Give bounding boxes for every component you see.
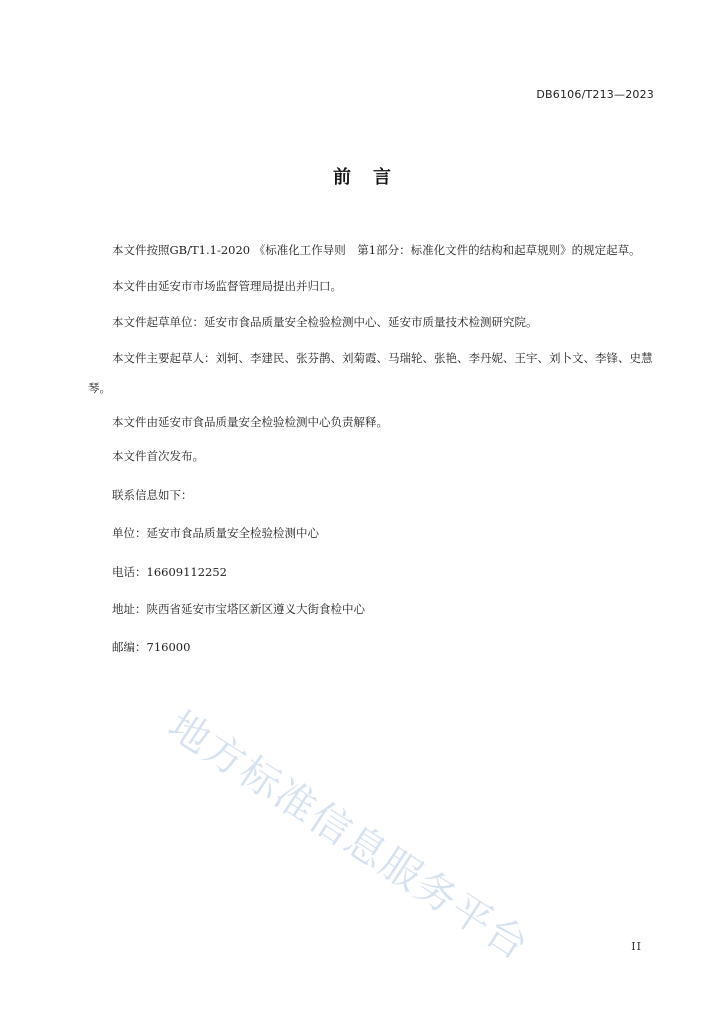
contact-postcode: 邮编：716000	[112, 640, 191, 654]
paragraph-drafting-units: 本文件起草单位：延安市食品质量安全检验检测中心、延安市质量技术检测研究院。	[112, 315, 538, 329]
paragraph-interpretation: 本文件由延安市食品质量安全检验检测中心负责解释。	[112, 415, 388, 429]
page-number: II	[631, 940, 642, 953]
contact-unit: 单位：延安市食品质量安全检验检测中心	[112, 526, 319, 540]
contact-heading: 联系信息如下：	[112, 488, 193, 502]
watermark: 地方标准信息服务平台	[160, 702, 538, 970]
contact-address: 地址：陕西省延安市宝塔区新区遵义大街食检中心	[112, 602, 365, 616]
paragraph-drafters: 本文件主要起草人：刘轲、李建民、张芬鹊、刘菊霞、马瑞轮、张艳、李丹妮、王宇、刘卜文、李锋、史慧琴。	[88, 351, 653, 395]
contact-phone: 电话：16609112252	[112, 565, 227, 579]
paragraph-proposer: 本文件由延安市市场监督管理局提出并归口。	[112, 279, 342, 293]
page-title: 前言	[333, 167, 413, 188]
document-code: DB6106/T213—2023	[536, 88, 654, 101]
paragraph-first-release: 本文件首次发布。	[112, 449, 204, 463]
paragraph-drafting-basis: 本文件按照GB/T1.1-2020 《标准化工作导则 第1部分：标准化文件的结构和起草规则》的规定起草。	[112, 243, 641, 257]
